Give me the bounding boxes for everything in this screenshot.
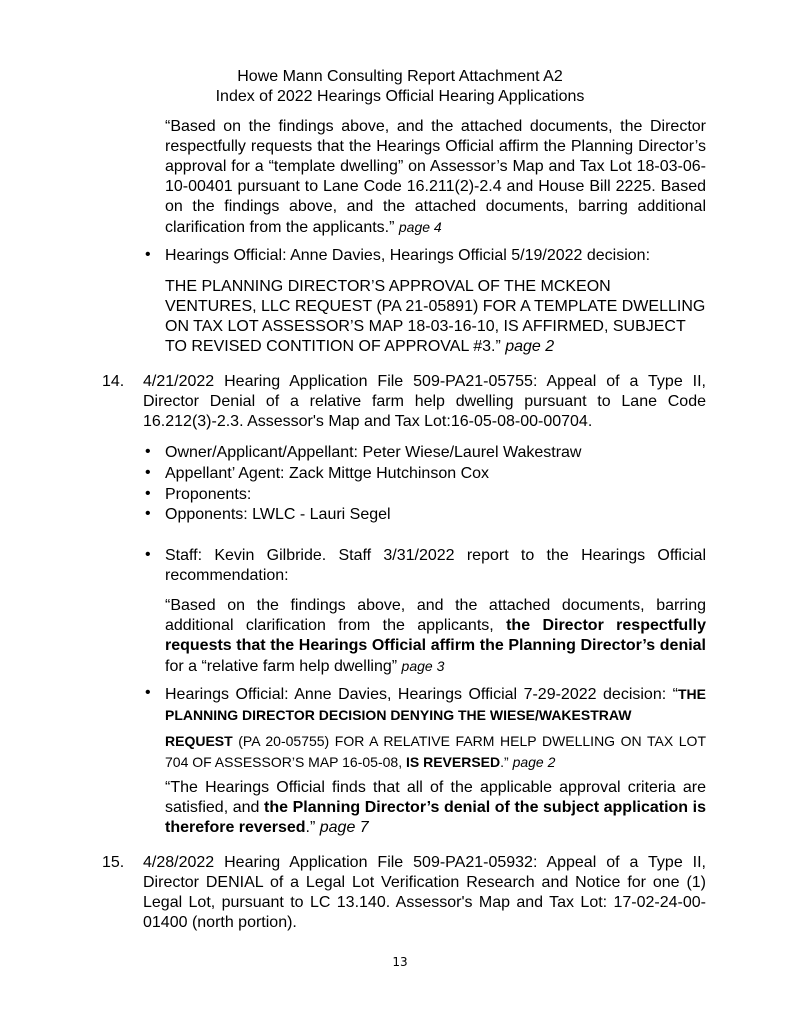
staff-quote-13 (165, 117, 706, 238)
quote-bold: the Director respectfully requests that the Hearings Official affirm the Planning Director’s denial (165, 617, 706, 654)
finding-text: “The Hearings Official finds that all of the applicable approval criteria are satisfied, and (165, 779, 706, 816)
decision-bold: IS REVERSED (405, 754, 501, 770)
finding-bold: the Planning Director’s denial of the subject application is therefore reversed (165, 799, 706, 836)
item-number-14: 14. (102, 373, 125, 390)
decision-14 (165, 731, 706, 773)
ho-bold: THE PLANNING DIRECTOR DECISION DENYING THE WIESE/WAKESTRAW (165, 686, 706, 723)
page-number: 13 (392, 955, 408, 969)
page-ref: page 2 (512, 754, 556, 770)
item-14-description: 4/21/2022 Hearing Application File 509-PA21-05755: Appeal of a Type II, Director Denial of a relative farm help dwelling pursuant to Lane Code 16.212(3)-2.3. Assessor's Map and Tax Lot:16-05-08-00-00704. (143, 373, 706, 430)
page-ref: page 3 (401, 658, 445, 674)
bullet-icon: • (145, 464, 151, 481)
party-opponents: Opponents: LWLC - Lauri Segel (165, 506, 391, 523)
party-proponents: Proponents: (165, 486, 252, 503)
page-ref: page 2 (505, 338, 555, 355)
bullet-icon: • (145, 546, 151, 563)
finding-14 (165, 778, 706, 838)
report-title: Howe Mann Consulting Report Attachment A2 (237, 68, 563, 85)
bullet-icon: • (145, 684, 151, 701)
report-subtitle: Index of 2022 Hearings Official Hearing Applications (215, 88, 585, 105)
quote-text: “Based on the findings above, and the attached documents, the Director respectfully requests that the Hearings Official affirm the Planning Director’s approval for a “template dwelling” on Assessor’s Map and Tax Lot 18-03-06-10-00401 pursuant to Lane Code 16.211(2)-2.4 and House Bill 2225. Based on the findings above, and the attached documents, barring additional clarification from the applicants.” (165, 118, 706, 236)
decision-text: .” (500, 754, 509, 770)
bullet-icon: • (145, 246, 151, 263)
staff-14: Staff: Kevin Gilbride. Staff 3/31/2022 report to the Hearings Official recommendation: (165, 547, 706, 584)
finding-text: .” (305, 819, 316, 836)
bullet-icon: • (145, 443, 151, 460)
item-number-15: 15. (102, 854, 125, 871)
staff-quote-14 (165, 596, 706, 677)
quote-text: for a “relative farm help dwelling” (165, 658, 398, 675)
decision-13 (165, 277, 706, 357)
decision-text: THE PLANNING DIRECTOR’S APPROVAL OF THE MCKEON VENTURES, LLC REQUEST (PA 21-05891) FOR A TEMPLATE DWELLING ON TAX LOT ASSESSOR’S MAP 18-03-16-10, IS AFFIRMED, SUBJECT TO REVISED CONTITION OF APPROVAL #3.” (165, 278, 706, 355)
page-ref: page 4 (398, 219, 442, 235)
quote-text: “Based on the findings above, and the attached documents, barring additional clarification from the applicants, (165, 597, 706, 634)
hearings-official-14 (165, 684, 706, 726)
bullet-icon: • (145, 505, 151, 522)
ho-text: Hearings Official: Anne Davies, Hearings Official 7-29-2022 decision: “ (165, 686, 678, 703)
hearings-official-13: Hearings Official: Anne Davies, Hearings Official 5/19/2022 decision: (165, 247, 651, 264)
page-ref: page 7 (319, 819, 369, 836)
decision-text: (PA 20-05755) FOR A RELATIVE FARM HELP DWELLING ON TAX LOT 704 OF ASSESSOR’S MAP 16-05-08, (165, 733, 706, 770)
party-owner: Owner/Applicant/Appellant: Peter Wiese/Laurel Wakestraw (165, 444, 582, 461)
decision-bold: REQUEST (165, 733, 233, 749)
bullet-icon: • (145, 485, 151, 502)
item-15-description: 4/28/2022 Hearing Application File 509-PA21-05932: Appeal of a Type II, Director DENIAL of a Legal Lot Verification Research and Notice for one (1) Legal Lot, pursuant to LC 13.140. Assessor's Map and Tax Lot: 17-02-24-00-01400 (north portion). (143, 854, 706, 931)
party-agent: Appellant’ Agent: Zack Mittge Hutchinson Cox (165, 465, 490, 482)
